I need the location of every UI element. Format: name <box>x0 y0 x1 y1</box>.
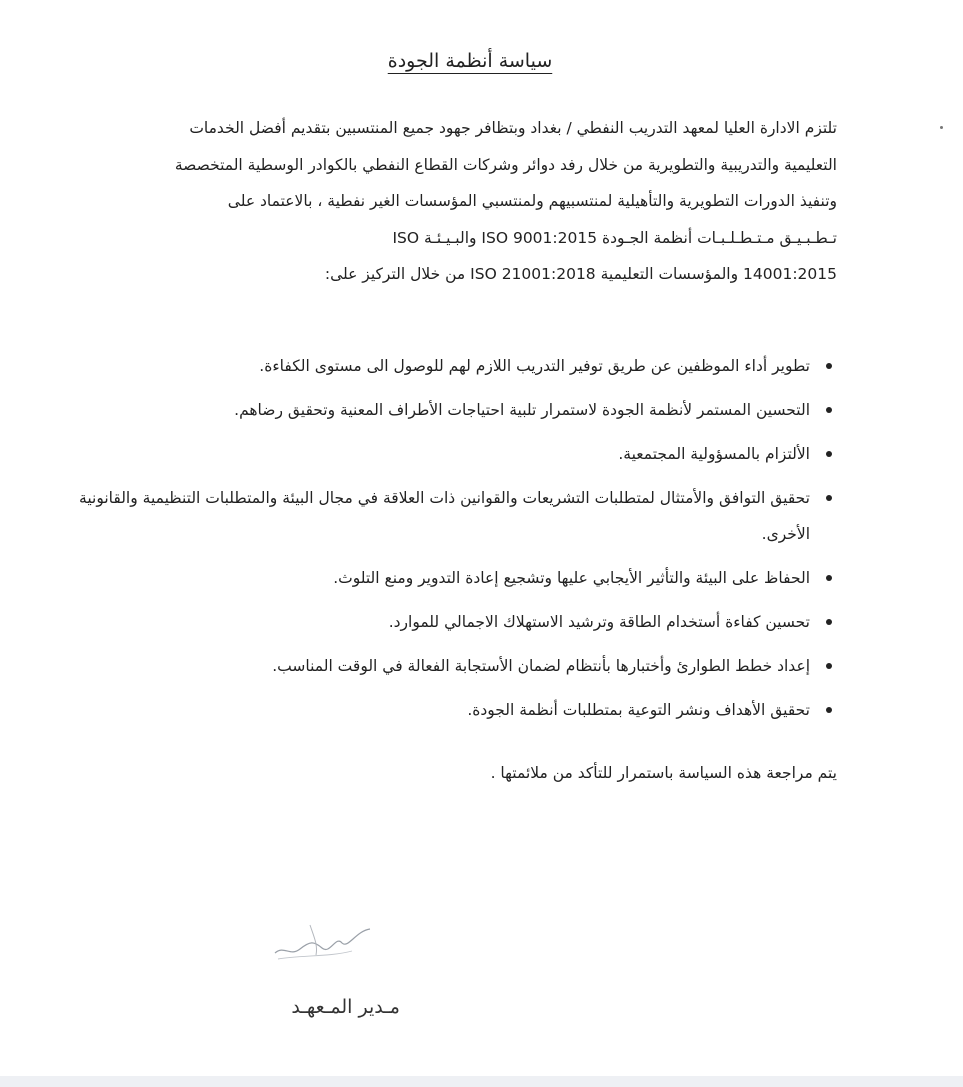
list-item <box>60 604 838 640</box>
list-item <box>60 692 838 728</box>
bullet-icon <box>826 619 832 625</box>
document-title: سياسة أنظمة الجودة <box>387 50 553 72</box>
intro-line: التعليمية والتدريبية والتطويرية من خلال رفد دوائر وشركات القطاع النفطي بالكوادر الوسطية المتخصصة <box>174 155 837 174</box>
list-item-text: تحقيق التوافق والأمتثال لمتطلبات التشريعات والقوانين ذات العلاقة في مجال البيئة والمتطلبات التنظيمية والقانونية الأخرى. <box>79 489 810 543</box>
list-item-text: التحسين المستمر لأنظمة الجودة لاستمرار تلبية احتياجات الأطراف المعنية وتحقيق رضاهم. <box>234 401 810 419</box>
policy-list <box>60 348 838 736</box>
bullet-icon <box>826 663 832 669</box>
list-item-text: الحفاظ على البيئة والتأثير الأيجابي عليها وتشجيع إعادة التدوير ومنع التلوث. <box>333 569 810 587</box>
list-item-text: تحسين كفاءة أستخدام الطاقة وترشيد الاستهلاك الاجمالي للموارد. <box>388 613 810 631</box>
bullet-icon <box>826 451 832 457</box>
list-item-text: تحقيق الأهداف ونشر التوعية بمتطلبات أنظمة الجودة. <box>467 701 810 719</box>
intro-line: وتنفيذ الدورات التطويرية والتأهيلية لمنتسبيهم ولمنتسبي المؤسسات الغير نفطية ، بالاعتماد على <box>227 192 837 210</box>
list-item-text: إعداد خطط الطوارئ وأختبارها بأنتظام لضمان الأستجابة الفعالة في الوقت المناسب. <box>272 657 810 675</box>
viewer-bottom-strip <box>0 1076 963 1087</box>
list-item <box>60 392 838 428</box>
intro-line: 14001:2015 والمؤسسات التعليمية ISO 21001:2018 من خلال التركيز على: <box>324 265 837 283</box>
intro-paragraph <box>62 110 837 293</box>
list-item <box>60 560 838 596</box>
list-item-text: الألتزام بالمسؤولية المجتمعية. <box>618 445 810 463</box>
list-item <box>60 480 838 552</box>
list-item <box>60 648 838 684</box>
closing-statement: يتم مراجعة هذه السياسة باستمرار للتأكد من ملائمتها . <box>490 764 837 782</box>
bullet-icon <box>826 407 832 413</box>
bullet-icon <box>826 363 832 369</box>
bullet-icon <box>826 575 832 581</box>
director-signoff: مـدير المـعهـد <box>291 996 400 1018</box>
intro-line: تـطـبـيـق مـتـطـلـبـات أنظمة الجـودة ISO 9001:2015 والبـيـئـة ISO <box>392 228 837 247</box>
bullet-icon <box>826 707 832 713</box>
list-item-text: تطوير أداء الموظفين عن طريق توفير التدريب اللازم لهم للوصول الى مستوى الكفاءة. <box>259 357 810 375</box>
handwritten-signature <box>270 915 380 965</box>
list-item <box>60 348 838 384</box>
scan-speck <box>940 126 943 129</box>
intro-line: تلتزم الادارة العليا لمعهد التدريب النفطي / بغداد وبتظافر جهود جميع المنتسبين بتقديم أفضل الخدمات <box>189 119 837 137</box>
bullet-icon <box>826 495 832 501</box>
list-item <box>60 436 838 472</box>
